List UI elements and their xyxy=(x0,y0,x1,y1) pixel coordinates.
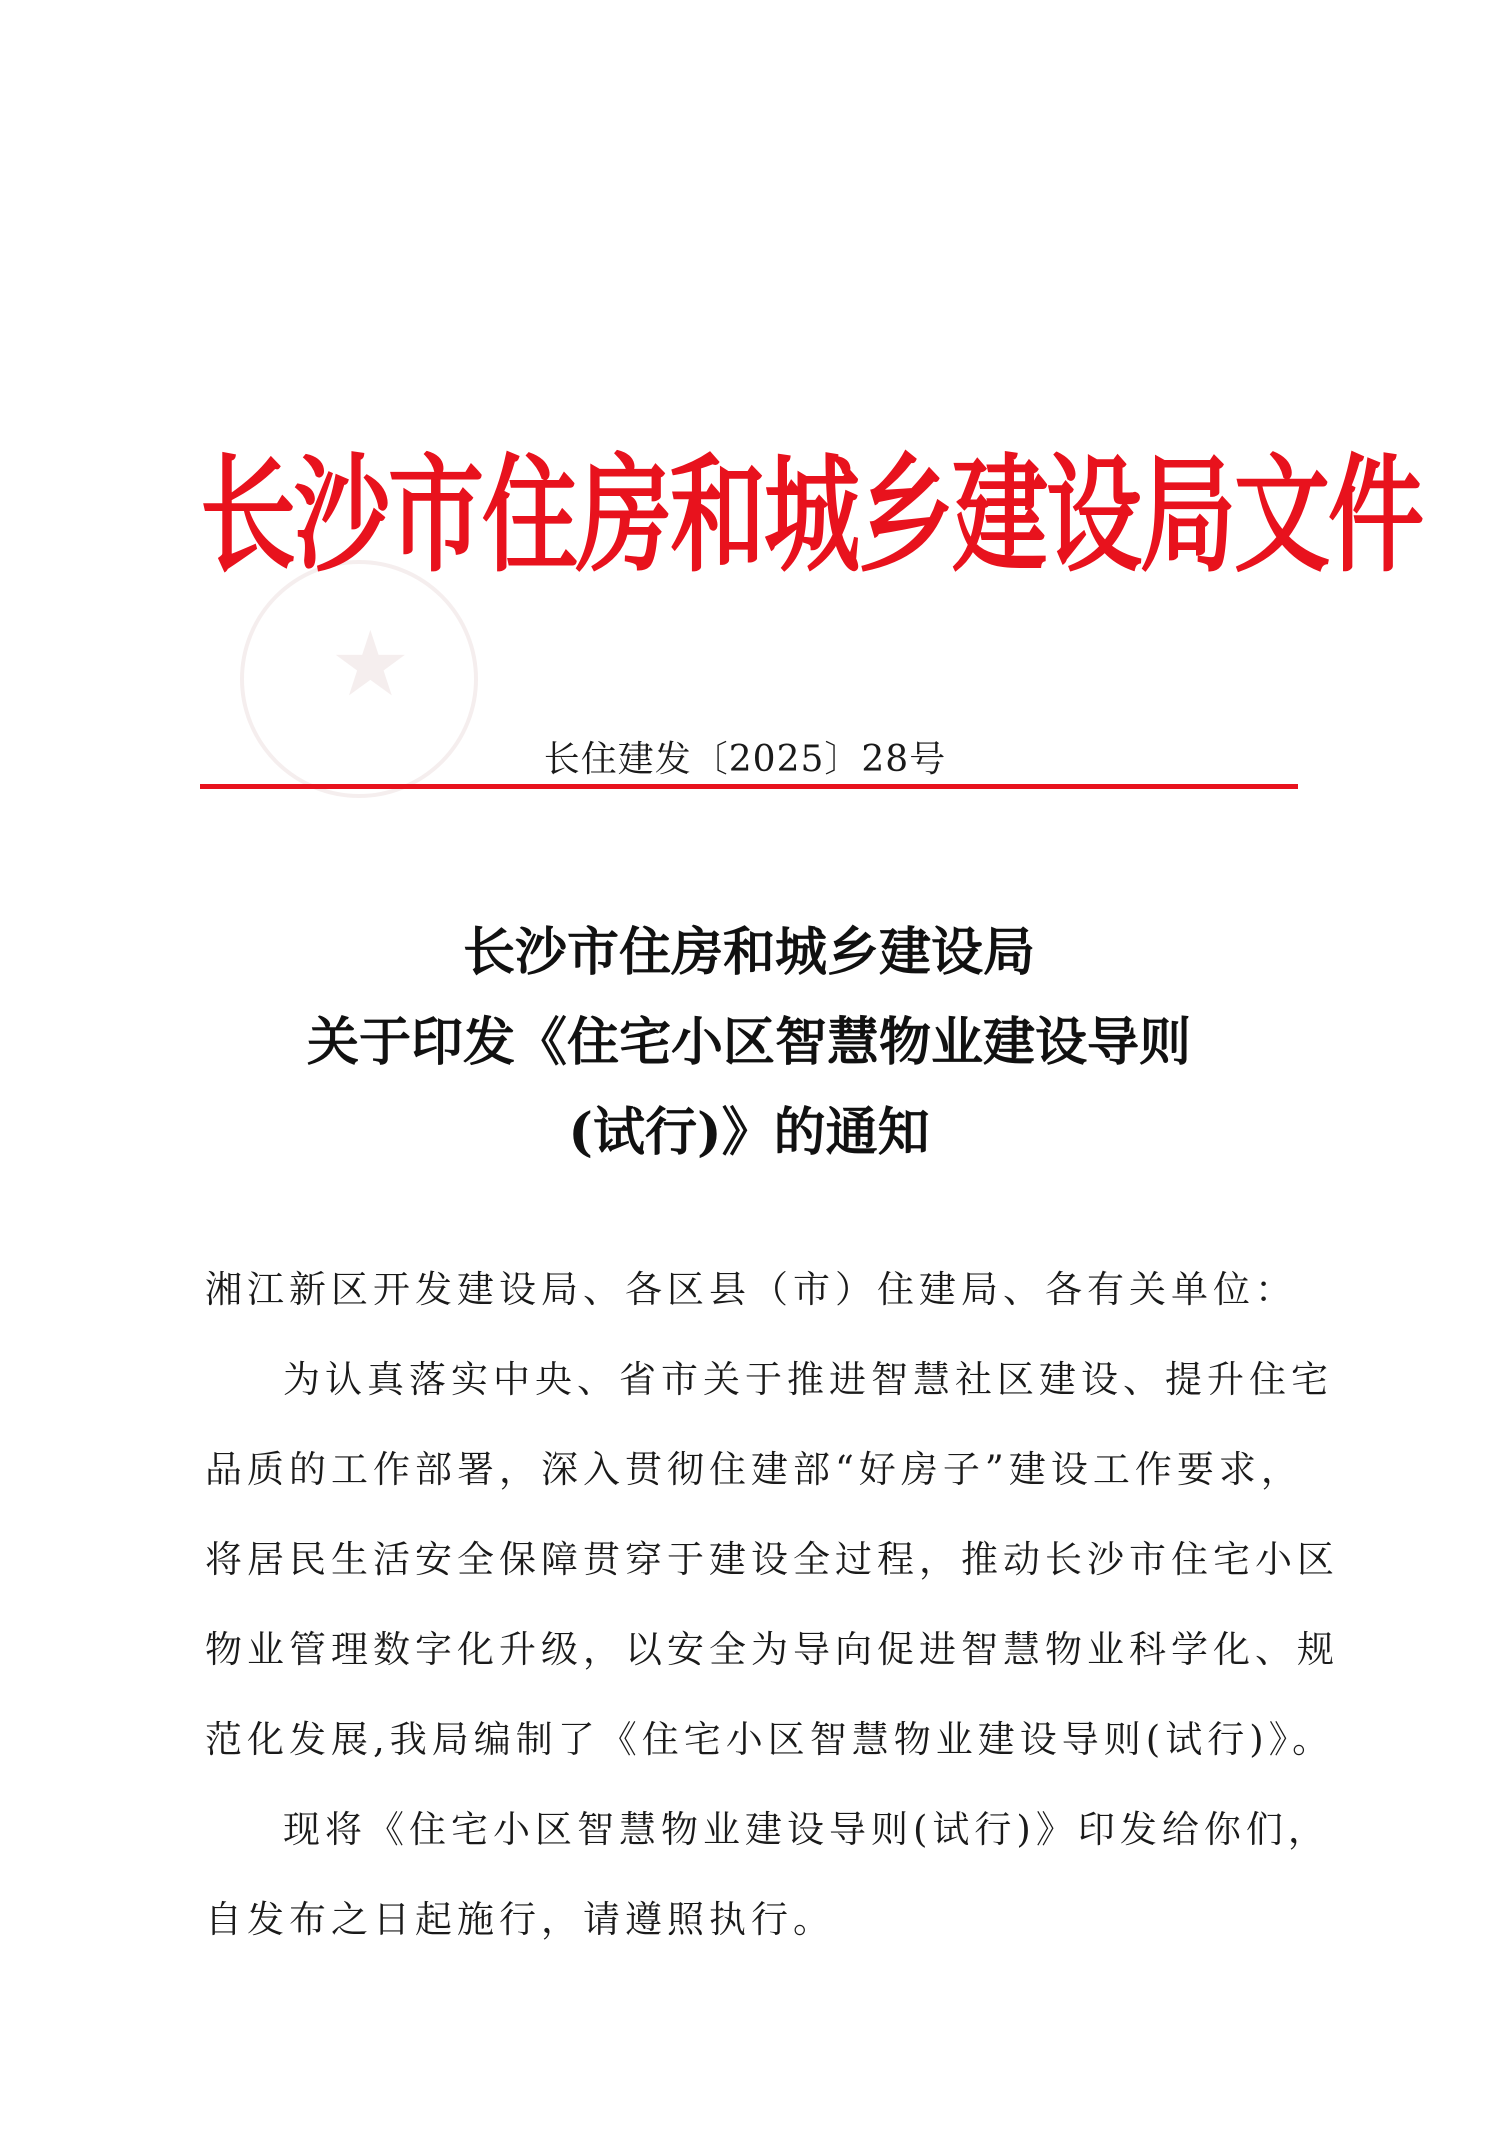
paragraph-2-line-1: 现将《住宅小区智慧物业建设导则(试行)》印发给你们， xyxy=(283,1808,1330,1851)
paragraph-1-line-5: 范化发展,我局编制了《住宅小区智慧物业建设导则(试行)》。 xyxy=(205,1718,1335,1761)
paragraph-2-line-2: 自发布之日起施行，请遵照执行。 xyxy=(205,1898,835,1941)
paragraph-1-line-4: 物业管理数字化升级，以安全为导向促进智慧物业科学化、规 xyxy=(205,1628,1339,1671)
issuer-header: 长沙市住房和城乡建设局文件 xyxy=(200,440,1422,590)
document-number: 长住建发〔2025〕28号 xyxy=(543,739,947,780)
paragraph-1-line-2: 品质的工作部署，深入贯彻住建部“好房子”建设工作要求， xyxy=(205,1448,1303,1491)
salutation: 湘江新区开发建设局、各区县（市）住建局、各有关单位： xyxy=(205,1268,1297,1311)
paragraph-1-line-1: 为认真落实中央、省市关于推进智慧社区建设、提升住宅 xyxy=(283,1358,1333,1401)
title-line-2: 关于印发《住宅小区智慧物业建设导则 xyxy=(306,1012,1191,1073)
faint-seal-star-icon: ★ xyxy=(330,612,411,717)
document-body xyxy=(205,1245,1339,1965)
paragraph-1-line-3: 将居民生活安全保障贯穿于建设全过程，推动长沙市住宅小区 xyxy=(205,1538,1339,1581)
title-line-1: 长沙市住房和城乡建设局 xyxy=(462,922,1035,983)
title-line-3: (试行)》的通知 xyxy=(568,1102,930,1163)
document-title xyxy=(200,908,1298,1178)
red-divider-line xyxy=(200,784,1298,789)
